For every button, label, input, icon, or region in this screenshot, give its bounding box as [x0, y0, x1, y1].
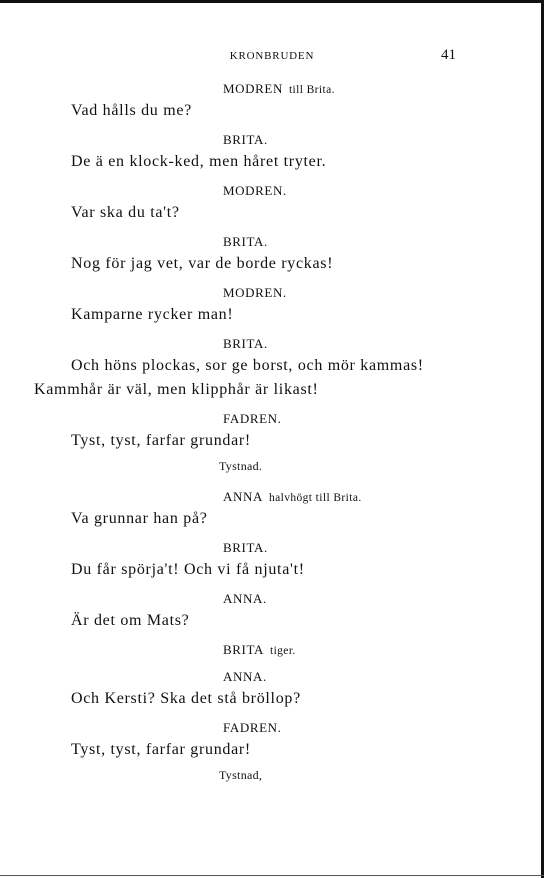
speaker-name: MODREN. — [223, 183, 287, 198]
running-head — [0, 47, 544, 68]
dialogue-text — [0, 79, 544, 784]
dialogue-line: Kammhår är väl, men klipphår är likast! — [34, 381, 319, 398]
dialogue-line: Var ska du ta't? — [71, 204, 180, 221]
dialogue-line: Tyst, tyst, farfar grundar! — [71, 741, 251, 758]
speaker-name: FADREN. — [223, 411, 282, 426]
dialogue-line: Du får spörja't! Och vi få njuta't! — [71, 561, 305, 578]
dialogue-line: Och Kersti? Ska det stå bröllop? — [71, 690, 301, 707]
speaker-name: FADREN. — [223, 720, 282, 735]
speaker-name: BRITA. — [223, 132, 268, 147]
speaker-name: BRITA. — [223, 234, 268, 249]
page-edge-top — [0, 0, 544, 3]
running-title: KRONBRUDEN — [229, 50, 315, 62]
speaker-label: ANNA — [223, 489, 263, 504]
stage-direction: Tystnad, — [219, 768, 263, 782]
speaker-name — [0, 640, 544, 660]
speaker-name: BRITA. — [223, 540, 268, 555]
dialogue-line: Vad hålls du me? — [71, 102, 192, 119]
page-edge-bottom — [0, 875, 544, 876]
page-number: 41 — [441, 47, 456, 63]
stage-direction-inline: tiger. — [269, 645, 296, 657]
stage-direction-inline: halvhögt till Brita. — [268, 492, 362, 504]
dialogue-line: Kamparne rycker man! — [71, 306, 234, 323]
dialogue-line: De ä en klock-ked, men håret tryter. — [71, 153, 327, 170]
dialogue-line: Nog för jag vet, var de borde ryckas! — [71, 255, 334, 272]
speaker-name: ANNA. — [223, 669, 267, 684]
speaker-name: BRITA. — [223, 336, 268, 351]
speaker-name: ANNA. — [223, 591, 267, 606]
speaker-name — [0, 79, 544, 99]
speaker-label: MODREN — [223, 81, 283, 96]
speaker-label: BRITA — [223, 642, 264, 657]
speaker-name — [0, 487, 544, 507]
dialogue-line: Tyst, tyst, farfar grundar! — [71, 432, 251, 449]
speaker-name: MODREN. — [223, 285, 287, 300]
dialogue-line: Är det om Mats? — [71, 612, 190, 629]
stage-direction-inline: till Brita. — [288, 84, 335, 96]
stage-direction: Tystnad. — [219, 459, 263, 473]
dialogue-line: Och höns plockas, sor ge borst, och mör kammas! — [71, 357, 424, 374]
dialogue-line: Va grunnar han på? — [71, 510, 208, 527]
